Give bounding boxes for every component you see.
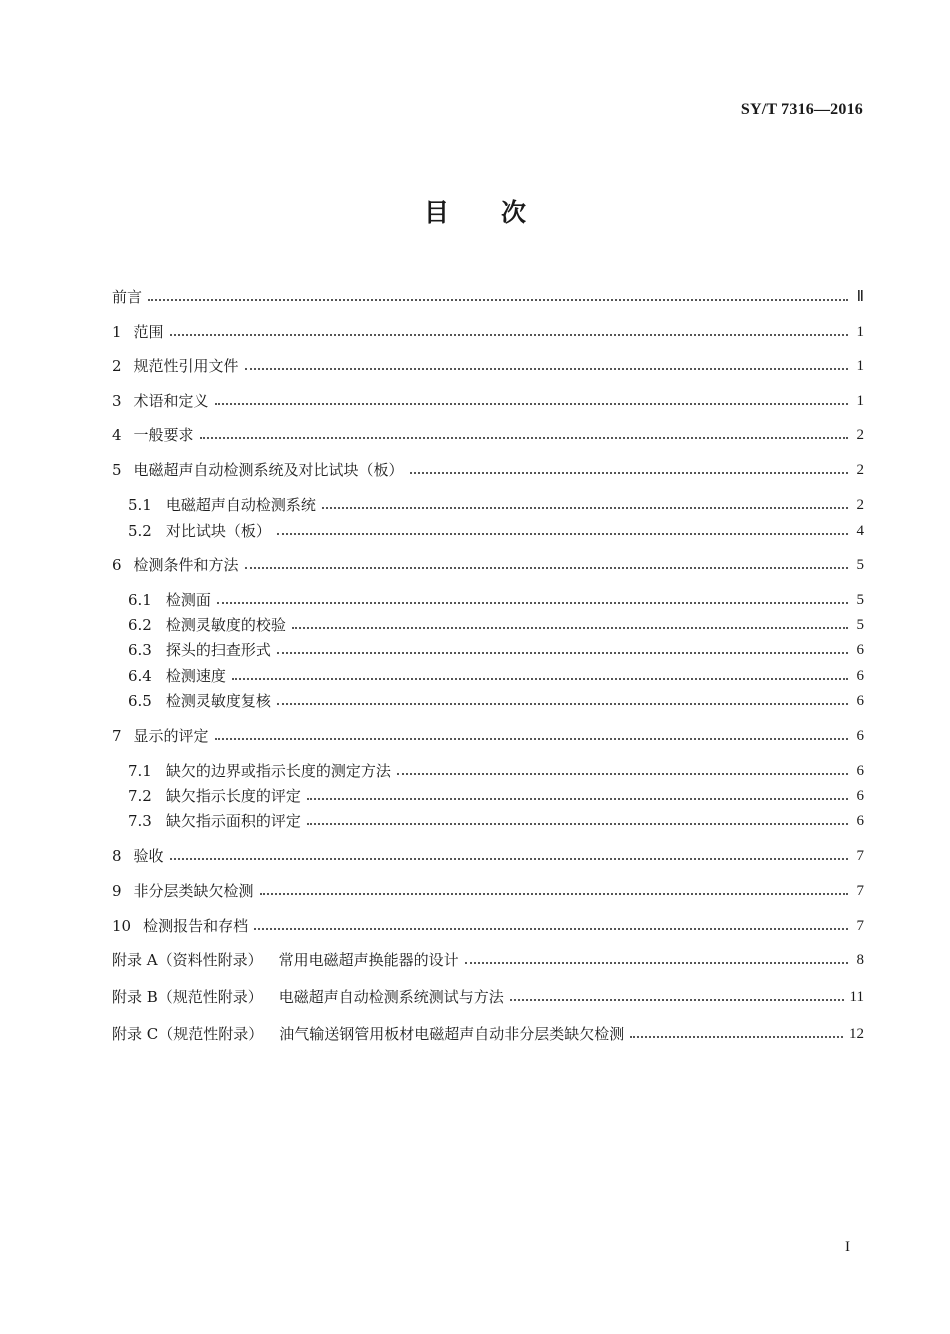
toc-entry-page: 5 [856, 557, 864, 573]
toc-entry-label: 电磁超声自动检测系统测试与方法 [278, 988, 504, 1006]
toc-entry-page: 7 [856, 883, 864, 899]
toc-leader-dots [232, 677, 848, 680]
toc-entry-page: 8 [856, 952, 864, 968]
toc-entry-page: 1 [856, 324, 864, 340]
toc-entry-page: 6 [856, 693, 864, 709]
toc-entry-page: 2 [856, 427, 864, 443]
toc-entry-number: 6.1 [128, 591, 152, 609]
toc-entry-label: 电磁超声自动检测系统及对比试块（板） [133, 461, 404, 479]
toc-entry-page: 6 [856, 788, 864, 804]
toc-entry[interactable] [128, 662, 864, 686]
toc-entry[interactable] [128, 636, 864, 660]
toc-entry-number: 7.1 [128, 762, 152, 780]
toc-entry-page: 2 [856, 497, 864, 513]
toc-leader-dots [217, 601, 848, 604]
toc-entry[interactable] [128, 757, 864, 781]
toc-entry[interactable] [128, 687, 864, 711]
toc-entry[interactable] [112, 421, 864, 445]
document-code: SY/T 7316—2016 [740, 101, 863, 118]
toc-entry-label: 检测报告和存档 [143, 917, 249, 935]
toc-entry-label: 验收 [133, 847, 164, 865]
toc-leader-dots [260, 892, 848, 895]
toc-entry[interactable] [128, 517, 864, 541]
toc-entry[interactable] [112, 283, 864, 307]
toc-entry-number: 6.2 [128, 616, 152, 634]
toc-leader-dots [245, 367, 848, 370]
toc-entry-label: 油气输送钢管用板材电磁超声自动非分层类缺欠检测 [279, 1025, 625, 1043]
toc-leader-dots [465, 961, 848, 964]
toc-entry[interactable] [112, 946, 864, 970]
toc-entry-page: 1 [856, 358, 864, 374]
toc-leader-dots [200, 436, 848, 439]
toc-entry[interactable] [128, 782, 864, 806]
toc-entry-number: 7.3 [128, 812, 152, 830]
toc-leader-dots [410, 471, 848, 474]
toc-entry-label: 电磁超声自动检测系统 [165, 496, 316, 514]
toc-entry-number: 5 [112, 461, 122, 479]
toc-leader-dots [397, 772, 848, 775]
toc-entry[interactable] [112, 318, 864, 342]
toc-entry-page: 6 [856, 763, 864, 779]
toc-entry-label: 探头的扫查形式 [165, 641, 271, 659]
toc-entry-label: 对比试块（板） [165, 522, 271, 540]
toc-entry-number: 1 [112, 323, 122, 341]
toc-leader-dots [277, 702, 848, 705]
toc-entry-number: 4 [112, 426, 122, 444]
page-title: 目次 [423, 198, 578, 227]
toc-entry-page: 7 [856, 918, 864, 934]
toc-entry-page: 12 [849, 1026, 864, 1042]
toc-leader-dots [170, 333, 848, 336]
toc-entry[interactable] [112, 842, 864, 866]
toc-leader-dots [215, 737, 848, 740]
toc-entry[interactable] [112, 352, 864, 376]
toc-entry-number: 附录 B（规范性附录） [112, 988, 263, 1006]
toc-entry[interactable] [112, 877, 864, 901]
toc-entry-page: 2 [856, 462, 864, 478]
toc-leader-dots [215, 402, 848, 405]
toc-entry-page: 7 [856, 848, 864, 864]
toc-entry-number: 7.2 [128, 787, 152, 805]
toc-entry-label: 范围 [133, 323, 164, 341]
toc-entry-number: 2 [112, 357, 122, 375]
toc-entry-page: 5 [856, 592, 864, 608]
toc-leader-dots [322, 506, 848, 509]
toc-entry-page: 6 [856, 668, 864, 684]
toc-entry-page: 6 [856, 642, 864, 658]
toc-entry[interactable] [112, 912, 864, 936]
toc-entry-label: 前言 [112, 288, 143, 306]
toc-entry-number: 7 [112, 727, 122, 745]
toc-entry-number: 10 [112, 917, 132, 935]
toc-entry-page: 5 [856, 617, 864, 633]
toc-entry-number: 6 [112, 556, 122, 574]
toc-entry-number: 9 [112, 882, 122, 900]
toc-entry-number: 5.1 [128, 496, 152, 514]
toc-entry-label: 检测速度 [165, 667, 226, 685]
toc-entry[interactable] [128, 807, 864, 831]
toc-entry[interactable] [112, 722, 864, 746]
toc-entry-page: 6 [856, 813, 864, 829]
toc-leader-dots [630, 1035, 843, 1038]
toc-leader-dots [277, 651, 848, 654]
toc-entry-number: 5.2 [128, 522, 152, 540]
toc-leader-dots [292, 626, 848, 629]
toc-entry[interactable] [112, 1020, 864, 1044]
toc-entry-label: 缺欠指示长度的评定 [165, 787, 301, 805]
toc-leader-dots [148, 298, 848, 301]
toc-entry-label: 检测灵敏度复核 [165, 692, 271, 710]
toc-entry[interactable] [112, 983, 864, 1007]
toc-entry-number: 6.4 [128, 667, 152, 685]
toc-entry-number: 6.3 [128, 641, 152, 659]
toc-entry-label: 常用电磁超声换能器的设计 [278, 951, 459, 969]
toc-entry-page: 4 [856, 523, 864, 539]
toc-entry[interactable] [128, 611, 864, 635]
toc-entry-label: 缺欠指示面积的评定 [165, 812, 301, 830]
toc-leader-dots [170, 857, 848, 860]
toc-entry-label: 检测条件和方法 [133, 556, 239, 574]
toc-entry-label: 规范性引用文件 [133, 357, 239, 375]
toc-entry-label: 检测灵敏度的校验 [165, 616, 286, 634]
toc-entry[interactable] [112, 456, 864, 480]
toc-entry[interactable] [112, 551, 864, 575]
toc-entry-page: Ⅱ [856, 289, 864, 305]
toc-leader-dots [277, 532, 848, 535]
toc-entry[interactable] [128, 491, 864, 515]
toc-entry-label: 显示的评定 [133, 727, 209, 745]
toc-entry-page: 11 [849, 989, 864, 1005]
toc-leader-dots [307, 797, 848, 800]
toc-entry-page: 1 [856, 393, 864, 409]
toc-entry-number: 附录 A（资料性附录） [112, 951, 263, 969]
toc-leader-dots [510, 998, 844, 1001]
toc-leader-dots [245, 566, 848, 569]
toc-entry-label: 一般要求 [133, 426, 194, 444]
toc-leader-dots [254, 927, 848, 930]
toc-entry-label: 缺欠的边界或指示长度的测定方法 [165, 762, 391, 780]
page-number: I [845, 1239, 850, 1255]
toc-entry-number: 3 [112, 392, 122, 410]
toc-entry-number: 6.5 [128, 692, 152, 710]
toc-entry[interactable] [128, 586, 864, 610]
toc-entry-page: 6 [856, 728, 864, 744]
toc-entry-number: 附录 C（规范性附录） [112, 1025, 264, 1043]
toc-leader-dots [307, 822, 848, 825]
toc-entry-label: 术语和定义 [133, 392, 209, 410]
toc-entry-number: 8 [112, 847, 122, 865]
toc-entry[interactable] [112, 387, 864, 411]
toc-entry-label: 非分层类缺欠检测 [133, 882, 254, 900]
toc-entry-label: 检测面 [165, 591, 211, 609]
